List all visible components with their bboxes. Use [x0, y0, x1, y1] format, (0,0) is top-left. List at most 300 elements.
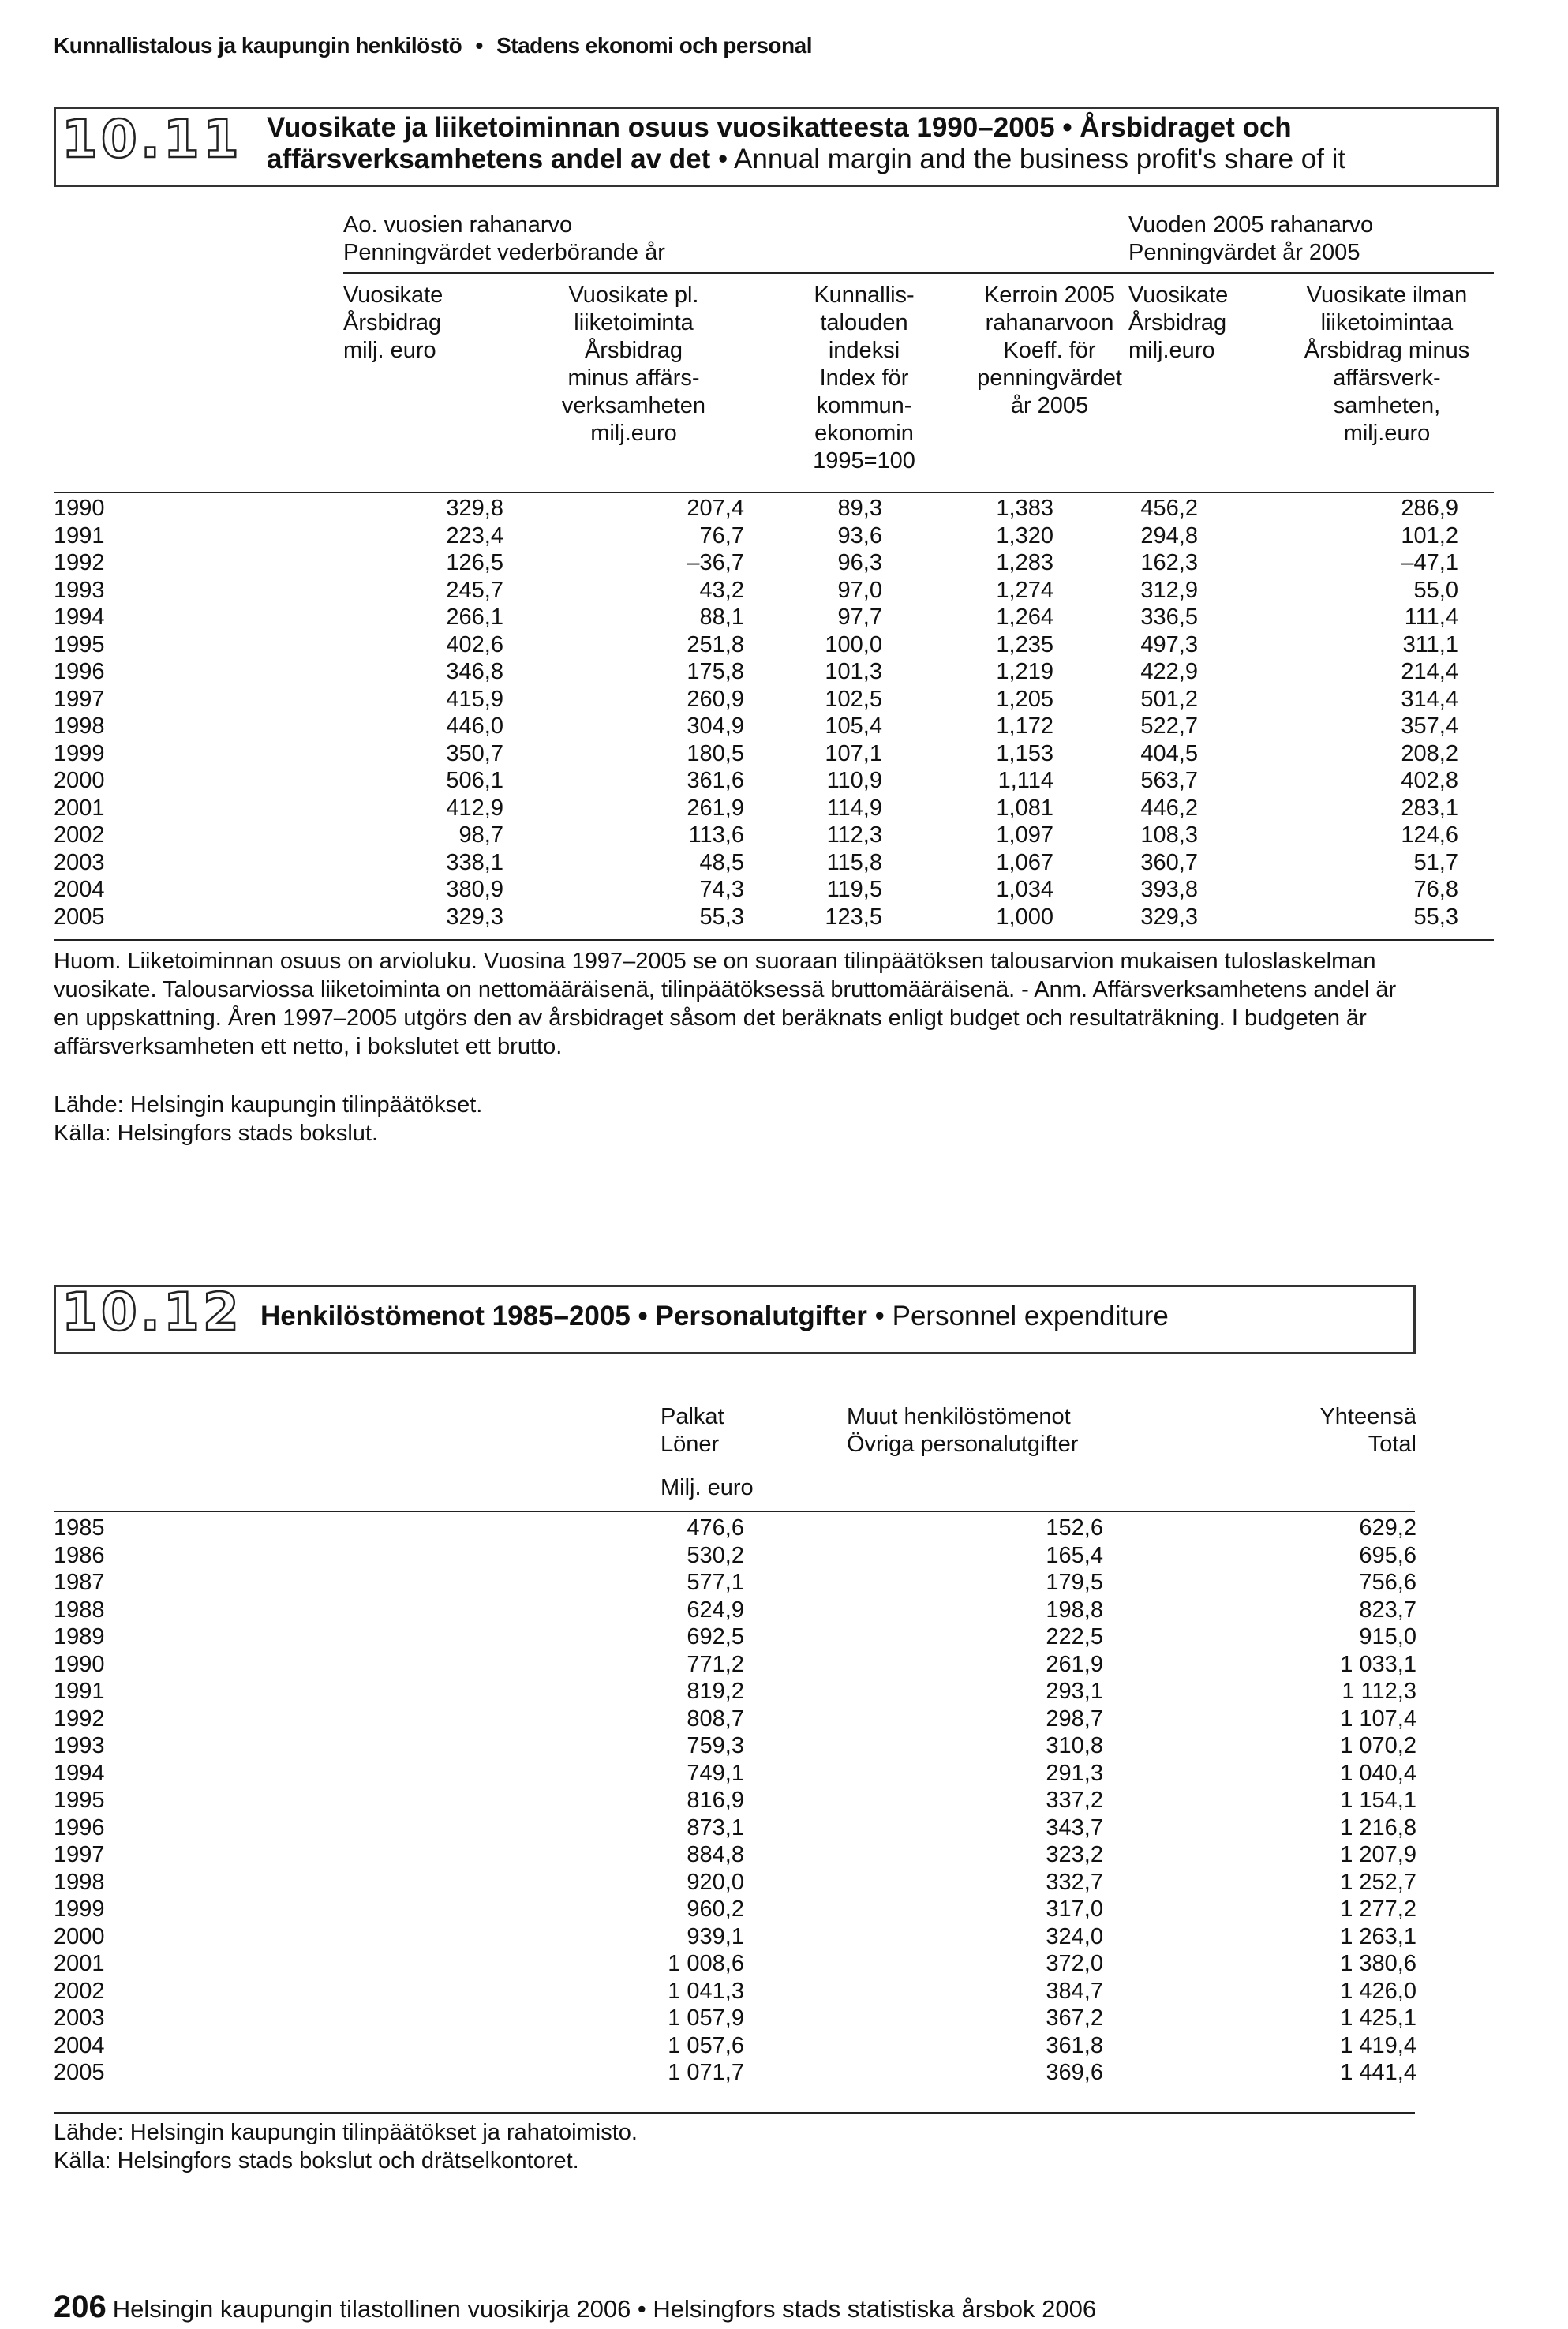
table-cell: 251,8 — [687, 631, 744, 657]
table2-title-bold: Henkilöstömenot 1985–2005 • Personalutgifter — [260, 1301, 867, 1331]
table1-col-header-line: Koeff. för — [1003, 338, 1096, 363]
table1-col-header-line: liiketoimintaa — [1320, 310, 1454, 335]
table-row — [54, 904, 1498, 932]
row-year: 1990 — [54, 496, 105, 521]
row-year: 1997 — [54, 686, 105, 712]
table-row — [54, 1842, 1498, 1870]
table-cell: 124,6 — [1401, 822, 1458, 848]
row-year: 1993 — [54, 577, 105, 603]
table-cell: 771,2 — [687, 1651, 744, 1677]
table-cell: 283,1 — [1401, 795, 1458, 821]
page-header-separator: • — [475, 33, 483, 58]
table-cell: 446,2 — [1140, 795, 1198, 821]
table-row — [54, 2060, 1498, 2087]
footer-text: Helsingin kaupungin tilastollinen vuosikirja 2006 • Helsingfors stads statistiska årsbok 2006 — [112, 2295, 1097, 2323]
table-row — [54, 523, 1498, 551]
table1-col-header-line: rahanarvoon — [985, 310, 1114, 335]
row-year: 1988 — [54, 1597, 105, 1623]
table-cell: 198,8 — [1046, 1597, 1103, 1623]
row-year: 1986 — [54, 1542, 105, 1568]
table-cell: 1,383 — [996, 496, 1053, 521]
row-year: 1999 — [54, 740, 105, 766]
table-cell: 97,0 — [837, 577, 882, 603]
table-row — [54, 605, 1498, 632]
table1-group-right — [1128, 212, 1373, 267]
table1-note-line: en uppskattning. Åren 1997–2005 utgörs den av årsbidraget såsom det beräknats enligt budget och resultaträkning. I budgeten är — [54, 1005, 1367, 1031]
table-cell: 629,2 — [1359, 1515, 1416, 1541]
table-row — [54, 713, 1498, 741]
table-row — [54, 1624, 1498, 1652]
row-year: 1991 — [54, 522, 105, 549]
table-cell: 1 057,9 — [668, 2005, 744, 2031]
table-cell: 357,4 — [1401, 713, 1458, 739]
table1-title — [267, 112, 1490, 175]
table-cell: 55,0 — [1413, 577, 1458, 603]
table-cell: 337,2 — [1046, 1788, 1103, 1813]
table-cell: 1,320 — [996, 522, 1053, 549]
row-year: 1996 — [54, 659, 105, 684]
table2-col-header — [847, 1403, 1078, 1458]
table-cell: 214,4 — [1401, 659, 1458, 684]
table-cell: 107,1 — [825, 740, 882, 766]
table2-header-rule — [54, 1511, 1415, 1512]
table-row — [54, 1761, 1498, 1788]
table-cell: 1 071,7 — [668, 2060, 744, 2085]
table-cell: 873,1 — [687, 1814, 744, 1840]
table2-unit: Milj. euro — [661, 1475, 754, 1500]
table-cell: 98,7 — [458, 822, 503, 848]
row-year: 1996 — [54, 1814, 105, 1840]
table1-col-header-line: Årsbidrag — [343, 310, 442, 335]
table-cell: 101,3 — [825, 659, 882, 684]
table-cell: 1,205 — [996, 686, 1053, 712]
table-cell: 96,3 — [837, 550, 882, 575]
table-cell: 1 441,4 — [1340, 2060, 1416, 2085]
table-cell: –36,7 — [687, 550, 744, 575]
table-row — [54, 1679, 1498, 1706]
table1-col-header-line: minus affärs- — [567, 365, 700, 391]
table-row — [54, 741, 1498, 769]
table-cell: 74,3 — [699, 877, 744, 902]
table-cell: 384,7 — [1046, 1978, 1103, 2004]
table-cell: 329,8 — [446, 496, 503, 521]
table-cell: 43,2 — [699, 577, 744, 603]
table-cell: 1,274 — [996, 577, 1053, 603]
row-year: 1994 — [54, 1760, 105, 1786]
table-cell: 101,2 — [1401, 522, 1458, 549]
table-cell: 76,8 — [1413, 877, 1458, 902]
table-cell: 1 216,8 — [1340, 1814, 1416, 1840]
table-cell: 329,3 — [1140, 904, 1198, 930]
table-cell: 501,2 — [1140, 686, 1198, 712]
table-cell: 261,9 — [1046, 1651, 1103, 1677]
table-cell: 920,0 — [687, 1869, 744, 1895]
table1-source — [54, 1091, 482, 1148]
table-row — [54, 1652, 1498, 1679]
table1-col-header-line: samheten, — [1333, 393, 1441, 418]
table1-col-header-line: Vuosikate — [1128, 283, 1229, 308]
table-cell: 1,283 — [996, 550, 1053, 575]
table1-col-header-line: kommun- — [816, 393, 912, 418]
table2-col-header-line: Övriga personalutgifter — [847, 1432, 1079, 1457]
row-year: 1987 — [54, 1570, 105, 1595]
table-cell: 294,8 — [1140, 522, 1198, 549]
table1-col-header-line: affärsverk- — [1333, 365, 1441, 391]
table-cell: 293,1 — [1046, 1679, 1103, 1704]
table-cell: 530,2 — [687, 1542, 744, 1568]
table-cell: 1,067 — [996, 849, 1053, 875]
table-row — [54, 1924, 1498, 1952]
table1-group-left-line2: Penningvärdet vederbörande år — [343, 240, 665, 265]
table-cell: 102,5 — [825, 686, 882, 712]
table1-col-header-line: verksamheten — [561, 393, 706, 418]
table-cell: 291,3 — [1046, 1760, 1103, 1786]
row-year: 2005 — [54, 904, 105, 930]
row-year: 1995 — [54, 631, 105, 657]
table1-col-header-line: Kerroin 2005 — [983, 283, 1116, 308]
table-row — [54, 1870, 1498, 1897]
table-row — [54, 1951, 1498, 1979]
row-year: 2005 — [54, 2060, 105, 2085]
row-year: 1999 — [54, 1897, 105, 1922]
table1-col-header-line: Index för — [819, 365, 909, 391]
table1-col-header — [343, 282, 501, 365]
row-year: 2000 — [54, 1923, 105, 1949]
table-cell: 456,2 — [1140, 496, 1198, 521]
table-cell: 260,9 — [687, 686, 744, 712]
row-year: 2000 — [54, 768, 105, 793]
table-cell: 404,5 — [1140, 740, 1198, 766]
table-row — [54, 578, 1498, 605]
table-cell: 402,8 — [1401, 768, 1458, 793]
table2-source-fi: Lähde: Helsingin kaupungin tilinpäätökset ja rahatoimisto. — [54, 2120, 638, 2145]
table-cell: 245,7 — [446, 577, 503, 603]
table1-title-line2-bold: affärsverksamhetens andel av det — [267, 144, 711, 174]
table2-title — [260, 1301, 1169, 1332]
table-cell: 1 154,1 — [1340, 1788, 1416, 1813]
table-row — [54, 1815, 1498, 1843]
table-cell: 179,5 — [1046, 1570, 1103, 1595]
table-cell: 823,7 — [1359, 1597, 1416, 1623]
table-cell: 360,7 — [1140, 849, 1198, 875]
table-cell: 76,7 — [699, 522, 744, 549]
table-cell: 51,7 — [1413, 849, 1458, 875]
table1-col-header-line: penningvärdet — [977, 365, 1122, 391]
row-year: 2003 — [54, 849, 105, 875]
table-row — [54, 822, 1498, 850]
table-row — [54, 659, 1498, 687]
table-cell: 207,4 — [687, 496, 744, 521]
table-cell: 266,1 — [446, 605, 503, 630]
page-number: 206 — [54, 2290, 107, 2324]
table-row — [54, 796, 1498, 823]
table1-bottom-rule — [54, 939, 1494, 941]
page-footer — [54, 2290, 1096, 2325]
table-cell: 1 277,2 — [1340, 1897, 1416, 1922]
row-year: 1998 — [54, 713, 105, 739]
table-cell: 1 426,0 — [1340, 1978, 1416, 2004]
table1-col-header — [1128, 282, 1286, 365]
row-year: 1990 — [54, 1651, 105, 1677]
table1-col-header-line: milj.euro — [590, 421, 677, 446]
table-cell: 317,0 — [1046, 1897, 1103, 1922]
table2-col-header — [1319, 1403, 1416, 1458]
table-cell: 222,5 — [1046, 1624, 1103, 1649]
row-year: 1992 — [54, 550, 105, 575]
table1-col-header-line: 1995=100 — [813, 448, 915, 474]
table-row — [54, 877, 1498, 904]
table-cell: 89,3 — [837, 496, 882, 521]
table-cell: 367,2 — [1046, 2005, 1103, 2031]
table-row — [54, 1706, 1498, 1734]
row-year: 2001 — [54, 795, 105, 821]
table-cell: 1 008,6 — [668, 1951, 744, 1976]
table-cell: 346,8 — [446, 659, 503, 684]
table-cell: 393,8 — [1140, 877, 1198, 902]
table1-col-header-line: Årsbidrag minus — [1304, 338, 1470, 363]
table-cell: 692,5 — [687, 1624, 744, 1649]
table-cell: 1 263,1 — [1340, 1923, 1416, 1949]
table1-group-right-line1: Vuoden 2005 rahanarvo — [1128, 212, 1374, 238]
table1-col-header-line: Vuosikate pl. — [568, 283, 699, 308]
table-cell: 324,0 — [1046, 1923, 1103, 1949]
table-cell: 1,235 — [996, 631, 1053, 657]
table-cell: 114,9 — [826, 795, 882, 821]
table-cell: 336,5 — [1140, 605, 1198, 630]
table1-col-header-line: Kunnallis- — [814, 283, 915, 308]
table-cell: 577,1 — [687, 1570, 744, 1595]
table-cell: 119,5 — [826, 877, 882, 902]
table-cell: 1 041,3 — [668, 1978, 744, 2004]
table-cell: 113,6 — [688, 822, 744, 848]
row-year: 1993 — [54, 1733, 105, 1758]
table-cell: 563,7 — [1140, 768, 1198, 793]
table-cell: 180,5 — [687, 740, 744, 766]
table1-col-header-line: talouden — [820, 310, 908, 335]
table1-group-left — [343, 212, 665, 267]
table-cell: 97,7 — [837, 605, 882, 630]
table-cell: 816,9 — [687, 1788, 744, 1813]
row-year: 2001 — [54, 1951, 105, 1976]
row-year: 2004 — [54, 2032, 105, 2058]
table-cell: 55,3 — [1413, 904, 1458, 930]
table-cell: 759,3 — [687, 1733, 744, 1758]
table-cell: 1 207,9 — [1340, 1842, 1416, 1867]
table2-col-header-line: Muut henkilöstömenot — [847, 1404, 1071, 1429]
table-cell: 476,6 — [687, 1515, 744, 1541]
table1-col-header-line: Vuosikate ilman — [1306, 283, 1468, 308]
table-cell: 1 425,1 — [1340, 2005, 1416, 2031]
table-cell: 1,097 — [996, 822, 1053, 848]
table-cell: 749,1 — [687, 1760, 744, 1786]
table1-col-header-line: liiketoiminta — [574, 310, 694, 335]
table1-note-line: vuosikate. Talousarviossa liiketoiminta on nettomääräisenä, tilinpäätöksessä bruttomääräisenä. - Anm. Affärsverksamhetens andel är — [54, 977, 1397, 1002]
table-cell: 1 033,1 — [1340, 1651, 1416, 1677]
table-cell: 415,9 — [446, 686, 503, 712]
table-row — [54, 1733, 1498, 1761]
table-row — [54, 850, 1498, 878]
row-year: 1997 — [54, 1842, 105, 1867]
table1-col-header-line: ekonomin — [814, 421, 914, 446]
table-cell: 412,9 — [446, 795, 503, 821]
table-row — [54, 496, 1498, 523]
table-row — [54, 632, 1498, 660]
table1-group-right-line2: Penningvärdet år 2005 — [1128, 240, 1360, 265]
table-cell: 808,7 — [687, 1706, 744, 1732]
table-cell: 93,6 — [837, 522, 882, 549]
table1-col-header-line: milj.euro — [1343, 421, 1431, 446]
table1-title-line2-rest: • Annual margin and the business profit's share of it — [710, 144, 1346, 174]
table-cell: 422,9 — [1140, 659, 1198, 684]
table-cell: 1 419,4 — [1340, 2032, 1416, 2058]
table-cell: 361,8 — [1046, 2032, 1103, 2058]
table-cell: 298,7 — [1046, 1706, 1103, 1732]
row-year: 2002 — [54, 1978, 105, 2004]
table-cell: 1 040,4 — [1340, 1760, 1416, 1786]
table-cell: 304,9 — [687, 713, 744, 739]
table-cell: 624,9 — [687, 1597, 744, 1623]
table1-source-sv: Källa: Helsingfors stads bokslut. — [54, 1121, 379, 1146]
table-cell: 1 107,4 — [1340, 1706, 1416, 1732]
table-cell: 311,1 — [1402, 631, 1458, 657]
table-cell: 55,3 — [699, 904, 744, 930]
table-cell: 1,034 — [996, 877, 1053, 902]
table1-col-header-line: Årsbidrag — [1128, 310, 1227, 335]
table-row — [54, 687, 1498, 714]
table1-col-header-line: indeksi — [828, 338, 900, 363]
table-cell: 314,4 — [1401, 686, 1458, 712]
table-cell: 223,4 — [446, 522, 503, 549]
table1-note-line: Huom. Liiketoiminnan osuus on arvioluku. Vuosina 1997–2005 se on suoraan tilinpäätöksen talousarvion mukaisen tuloslaskelman — [54, 949, 1376, 974]
table-cell: 361,6 — [687, 768, 744, 793]
table1-col-header-line: milj.euro — [1128, 338, 1215, 363]
table-cell: 939,1 — [687, 1923, 744, 1949]
table-cell: 310,8 — [1046, 1733, 1103, 1758]
row-year: 1994 — [54, 605, 105, 630]
table2-title-rest: • Personnel expenditure — [866, 1301, 1169, 1331]
table1-col-header-line: milj. euro — [343, 338, 436, 363]
table1-col-header — [1278, 282, 1495, 447]
table-row — [54, 1788, 1498, 1815]
table-cell: 1 057,6 — [668, 2032, 744, 2058]
table1-group-left-line1: Ao. vuosien rahanarvo — [343, 212, 573, 238]
table-row — [54, 2005, 1498, 2033]
table-cell: 1 070,2 — [1340, 1733, 1416, 1758]
row-year: 2004 — [54, 877, 105, 902]
row-year: 1989 — [54, 1624, 105, 1649]
table-cell: 338,1 — [446, 849, 503, 875]
table2-col-header-line: Total — [1368, 1432, 1416, 1457]
table-cell: 165,4 — [1046, 1542, 1103, 1568]
table-cell: 105,4 — [825, 713, 882, 739]
row-year: 1985 — [54, 1515, 105, 1541]
table-row — [54, 1570, 1498, 1597]
table-cell: 110,9 — [826, 768, 882, 793]
table-cell: 1 112,3 — [1342, 1679, 1416, 1704]
table-cell: 350,7 — [446, 740, 503, 766]
table1-header-rule — [54, 492, 1494, 493]
table-row — [54, 1979, 1498, 2006]
table-cell: 446,0 — [446, 713, 503, 739]
table-cell: 369,6 — [1046, 2060, 1103, 2085]
table2-number: 10.12 — [62, 1282, 242, 1342]
table2-col-header-line: Löner — [661, 1432, 720, 1457]
table-cell: 175,8 — [687, 659, 744, 684]
table-cell: 819,2 — [687, 1679, 744, 1704]
table-cell: 915,0 — [1359, 1624, 1416, 1649]
table-cell: 100,0 — [825, 631, 882, 657]
table1-col-header — [527, 282, 740, 447]
table-cell: 1 380,6 — [1340, 1951, 1416, 1976]
table-row — [54, 1543, 1498, 1571]
table-cell: 115,8 — [826, 849, 882, 875]
table1-col-header — [959, 282, 1140, 420]
table-cell: 126,5 — [446, 550, 503, 575]
table-cell: 329,3 — [446, 904, 503, 930]
table1-title-line1: Vuosikate ja liiketoiminnan osuus vuosikatteesta 1990–2005 • Årsbidraget och — [267, 112, 1292, 143]
table-cell: 312,9 — [1140, 577, 1198, 603]
row-year: 1998 — [54, 1869, 105, 1895]
table-row — [54, 550, 1498, 578]
table-cell: 1,000 — [996, 904, 1053, 930]
table-cell: 111,4 — [1404, 605, 1458, 630]
table-cell: 261,9 — [687, 795, 744, 821]
table-cell: 497,3 — [1140, 631, 1198, 657]
table-cell: –47,1 — [1401, 550, 1458, 575]
table-cell: 88,1 — [699, 605, 744, 630]
table-row — [54, 1897, 1498, 1924]
table1-col-header-line: år 2005 — [1010, 393, 1089, 418]
table-cell: 1 252,7 — [1340, 1869, 1416, 1895]
table-cell: 48,5 — [699, 849, 744, 875]
table1-col-header — [797, 282, 931, 475]
table1-notes — [54, 947, 1498, 1061]
table2-source — [54, 2118, 638, 2175]
table-cell: 522,7 — [1140, 713, 1198, 739]
table-row — [54, 1597, 1498, 1625]
table-cell: 402,6 — [446, 631, 503, 657]
table-cell: 1,153 — [996, 740, 1053, 766]
table1-col-header-line: Årsbidrag — [584, 338, 683, 363]
row-year: 1991 — [54, 1679, 105, 1704]
table-cell: 506,1 — [446, 768, 503, 793]
table-cell: 1,114 — [997, 768, 1053, 793]
table-cell: 372,0 — [1046, 1951, 1103, 1976]
table2-bottom-rule — [54, 2112, 1415, 2114]
row-year: 2003 — [54, 2005, 105, 2031]
table1-number: 10.11 — [62, 109, 242, 170]
row-year: 1992 — [54, 1706, 105, 1732]
table-cell: 960,2 — [687, 1897, 744, 1922]
table1-col-header-line: Vuosikate — [343, 283, 443, 308]
table-row — [54, 768, 1498, 796]
table-cell: 108,3 — [1140, 822, 1198, 848]
page-header-right: Stadens ekonomi och personal — [496, 33, 812, 58]
table-row — [54, 1515, 1498, 1543]
table-cell: 343,7 — [1046, 1814, 1103, 1840]
table-cell: 162,3 — [1140, 550, 1198, 575]
row-year: 1995 — [54, 1788, 105, 1813]
table-cell: 380,9 — [446, 877, 503, 902]
table1-group-divider — [343, 272, 1494, 274]
table2-source-sv: Källa: Helsingfors stads bokslut och drätselkontoret. — [54, 2148, 579, 2174]
table-cell: 286,9 — [1401, 496, 1458, 521]
table-cell: 756,6 — [1359, 1570, 1416, 1595]
table-cell: 1,081 — [996, 795, 1053, 821]
table2-col-header — [661, 1403, 724, 1458]
table2-col-header-line: Yhteensä — [1319, 1404, 1416, 1429]
table-cell: 332,7 — [1046, 1869, 1103, 1895]
